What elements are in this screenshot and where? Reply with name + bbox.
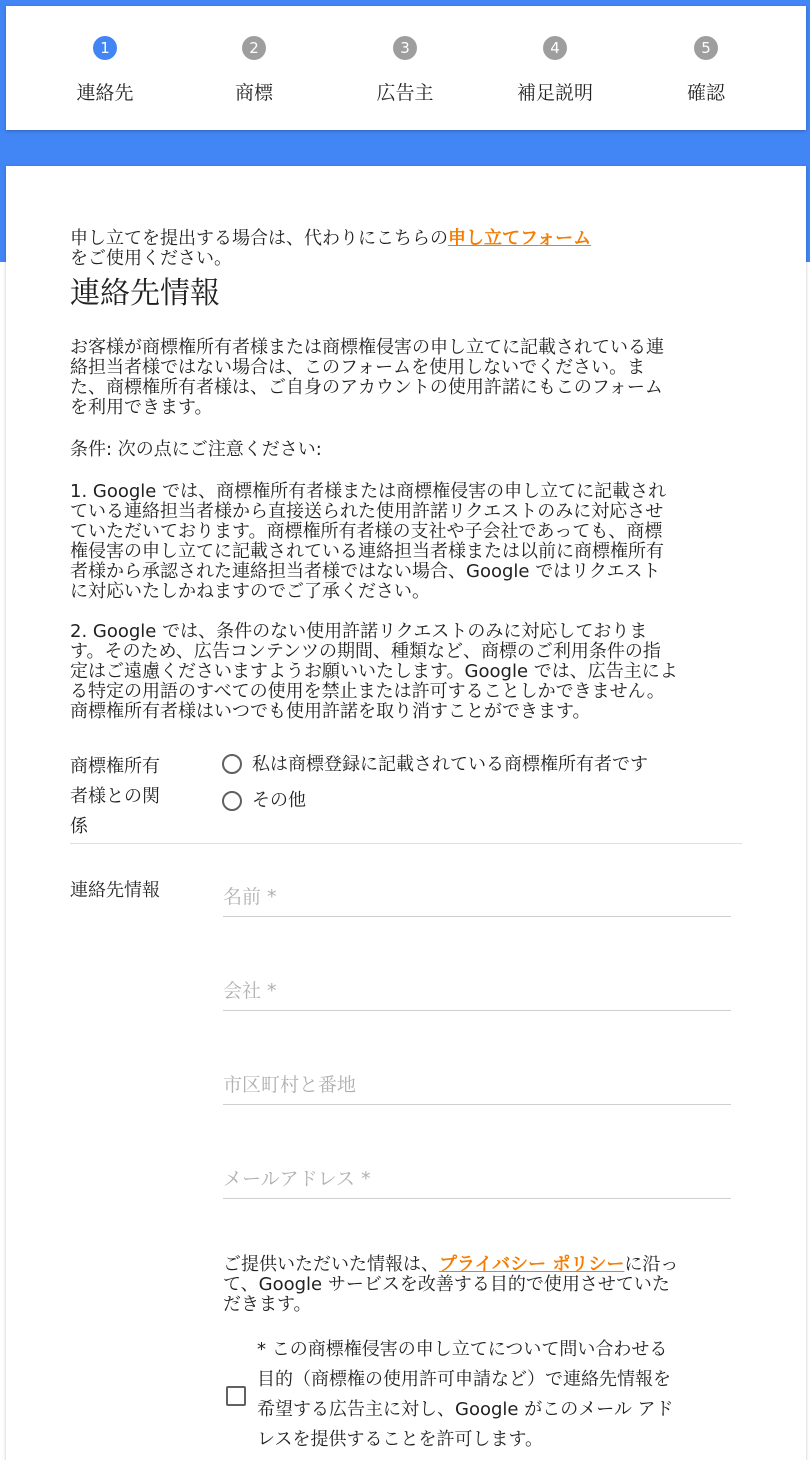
step-label: 連絡先	[76, 82, 134, 104]
radio-other-label[interactable]: その他	[252, 790, 306, 811]
section-title: 連絡先情報	[70, 276, 220, 311]
step-trademark[interactable]	[184, 6, 324, 130]
progress-stepper	[6, 6, 806, 130]
radio-owner[interactable]	[222, 754, 242, 774]
desc-para3-line: す。そのため、広告コンテンツの期間、種類など、商標のご利用条件の指	[70, 641, 661, 662]
intro-suffix: をご使用ください。	[70, 248, 232, 269]
privacy-policy-link[interactable]: プライバシー ポリシー	[439, 1254, 625, 1275]
step-advertiser[interactable]	[335, 6, 475, 130]
radio-owner-label[interactable]: 私は商標登録に記載されている商標権所有者です	[252, 754, 648, 775]
consent-line: * この商標権侵害の申し立てについて問い合わせる	[257, 1339, 668, 1360]
step-label: 広告主	[376, 82, 434, 104]
desc-para2-line: ている連絡担当者様から直接送られた使用許諾リクエストのみに対応させ	[70, 501, 664, 522]
privacy-line: て、Google サービスを改善する目的で使用させていた	[223, 1274, 670, 1295]
step-label: 商標	[234, 82, 273, 104]
privacy-prefix: ご提供いただいた情報は、	[223, 1254, 439, 1275]
step-number: 5	[694, 36, 718, 60]
relationship-label-line: 者様との関	[70, 786, 160, 807]
radio-other[interactable]	[222, 791, 242, 811]
desc-para2-line: 者様から承認された連絡担当者様ではない場合、Google ではリクエスト	[70, 561, 661, 582]
consent-checkbox[interactable]	[226, 1386, 246, 1406]
desc-para1-line: 絡担当者様ではない場合は、このフォームを使用しないでください。ま	[70, 357, 646, 378]
step-label: 補足説明	[516, 82, 593, 104]
step-number: 1	[93, 36, 117, 60]
relationship-label-line: 商標権所有	[70, 756, 160, 777]
desc-para2-line: に対応いたしかねますのでご了承ください。	[70, 581, 430, 602]
desc-para1-line: お客様が商標権所有者様または商標権侵害の申し立てに記載されている連	[70, 337, 664, 358]
company-field[interactable]	[223, 971, 731, 1011]
address-field[interactable]	[223, 1065, 731, 1105]
desc-para1-line: た、商標権所有者様は、ご自身のアカウントの使用許諾にもこのフォーム	[70, 377, 663, 398]
consent-line: 希望する広告主に対し、Google がこのメール アド	[257, 1399, 674, 1420]
step-label: 確認	[686, 82, 725, 104]
section-divider	[70, 843, 742, 844]
privacy-suffix: に沿っ	[624, 1254, 679, 1275]
privacy-notice	[223, 1255, 678, 1275]
desc-para3-line: 定はご遠慮くださいますようお願いいたします。Google では、広告主によ	[70, 661, 678, 682]
step-contact[interactable]	[35, 6, 175, 130]
desc-para2-line: ていただいております。商標権所有者様の支社や子会社であっても、商標	[70, 521, 663, 542]
relationship-label-line: 係	[70, 816, 88, 837]
complaint-form-link[interactable]: 申し立てフォーム	[448, 228, 592, 249]
desc-para1-line: を利用できます。	[70, 397, 213, 418]
step-additional-info[interactable]	[485, 6, 625, 130]
step-number: 4	[543, 36, 567, 60]
name-field[interactable]	[223, 877, 731, 917]
step-confirm[interactable]	[636, 6, 776, 130]
step-number: 3	[393, 36, 417, 60]
contact-info-label: 連絡先情報	[70, 880, 160, 901]
intro-text	[70, 229, 591, 249]
intro-prefix: 申し立てを提出する場合は、代わりにこちらの	[70, 228, 448, 249]
desc-para3-line: 商標権所有者様はいつでも使用許諾を取り消すことができます。	[70, 701, 591, 722]
consent-line: レスを提供することを許可します。	[257, 1429, 544, 1450]
consent-line: 目的（商標権の使用許可申請など）で連絡先情報を	[257, 1369, 671, 1390]
desc-para2-line: 権侵害の申し立てに記載されている連絡担当者様または以前に商標権所有	[70, 541, 664, 562]
email-field[interactable]	[223, 1159, 731, 1199]
desc-para3-line: 2. Google では、条件のない使用許諾リクエストのみに対応しておりま	[70, 621, 648, 642]
conditions-heading: 条件: 次の点にご注意ください:	[70, 439, 322, 460]
desc-para2-line: 1. Google では、商標権所有者様または商標権侵害の申し立てに記載され	[70, 481, 667, 502]
step-number: 2	[242, 36, 266, 60]
privacy-line: だきます。	[223, 1294, 312, 1315]
form-card	[6, 166, 806, 1460]
desc-para3-line: る特定の用語のすべての使用を禁止または許可することしかできません。	[70, 681, 665, 702]
